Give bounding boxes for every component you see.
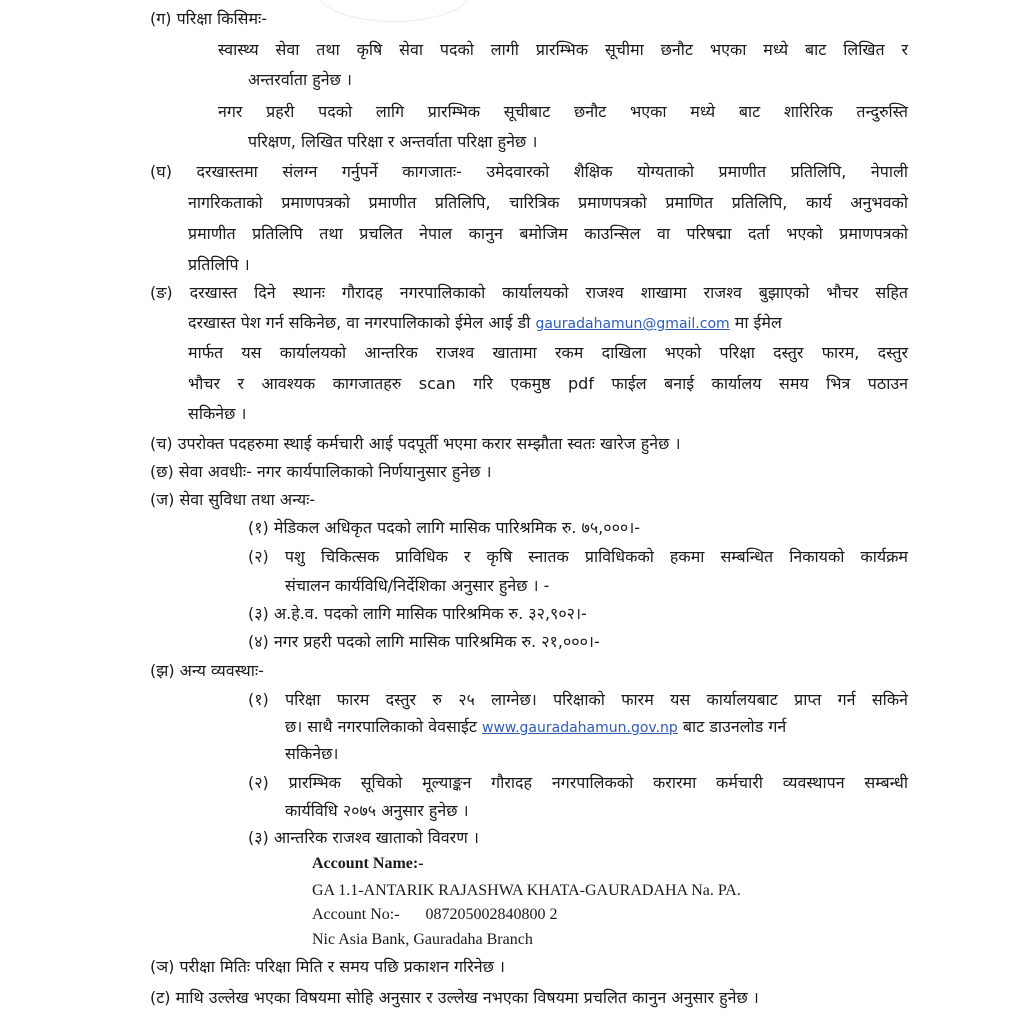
section-ng-line2-tail: मा ईमेल [734,313,782,332]
section-gh-line3: प्रमाणीत प्रतिलिपि तथा प्रचलित नेपाल कानुन बमोजिम काउन्सिल वा परिषद्मा दर्ता भएको प्रमाणपत्रको [188,224,908,243]
office-stamp-faded [318,0,470,22]
section-t: (ट) माथि उल्लेख भएका विषयमा सोहि अनुसार र उल्लेख नभएका विषयमा प्रचलित कानुन अनुसार हुनेछ । [150,988,759,1007]
section-jh-item2-line2: कार्यविधि २०७५ अनुसार हुनेछ । [285,801,469,820]
section-ng-line4: भौचर र आवश्यक कागजातहरु scan गरि एकमुष्ठ pdf फाईल बनाई कार्यालय समय भित्र पठाउन [188,374,908,393]
account-number-row [312,904,558,926]
section-yn: (ञ) परीक्षा मितिः परिक्षा मिति र समय पछि प्रकाशन गरिनेछ । [150,957,505,976]
section-jh-heading: (झ) अन्य व्यवस्थाः- [150,661,264,680]
section-ng-line3: मार्फत यस कार्यालयको आन्तरिक राजश्व खातामा रकम दाखिला भएको परिक्षा दस्तुर फारम, दस्तुर [188,343,908,362]
account-name-label: Account Name:- [312,855,424,872]
section-g-item1-line2: अन्तरर्वाता हुनेछ । [248,70,352,89]
section-gh-line2: नागरिकताको प्रमाणपत्रको प्रमाणीत प्रतिलिपि, चारित्रिक प्रमाणपत्रको प्रमाणित प्रतिलिपि, कार्य अनुभवको [188,193,908,212]
section-ng-line2-text: दरखास्त पेश गर्न सकिनेछ, वा नगरपालिकाको ईमेल आई डी [188,313,531,332]
section-jh-item1-line3: सकिनेछ। [285,744,339,763]
section-gh-line4: प्रतिलिपि । [188,255,250,274]
section-jh-item1-line1: (१) परिक्षा फारम दस्तुर रु २५ लाग्नेछ। परिक्षाको फारम यस कार्यालयबाट प्राप्त गर्न सकिने [248,690,908,709]
section-g-item2-line2: परिक्षण, लिखित परिक्षा र अन्तर्वाता परिक्षा हुनेछ । [248,132,538,151]
bank-name: Nic Asia Bank, Gauradaha Branch [312,931,533,948]
section-ng-line1: (ङ) दरखास्त दिने स्थानः गौरादह नगरपालिकाको कार्यालयको राजश्व शाखामा राजश्व बुझाएको भौचर सहित [150,283,908,302]
section-ng-line2 [188,312,782,335]
section-j-item3: (३) अ.हे.व. पदको लागि मासिक पारिश्रमिक रु. ३२,९०२।- [248,604,587,623]
section-chh: (छ) सेवा अवधीः- नगर कार्यपालिकाको निर्णयानुसार हुनेछ । [150,462,492,481]
email-link[interactable]: gauradahamun@gmail.com [535,316,730,332]
section-ch: (च) उपरोक्त पदहरुमा स्थाई कर्मचारी आई पदपूर्ती भएमा करार सम्झौता स्वतः खारेज हुनेछ । [150,434,681,453]
account-number-label: Account No:- [312,906,400,923]
section-gh-line1: (घ) दरखास्तमा संलग्न गर्नुपर्ने कागजातः- उमेदवारको शैक्षिक योग्यताको प्रमाणीत प्रतिलिपि, नेपाली [150,162,908,181]
section-j-heading: (ज) सेवा सुविधा तथा अन्यः- [150,490,316,509]
section-jh-item1-line2-text: छ। साथै नगरपालिकाको वेवसाईट [285,717,477,736]
section-jh-item1-line2-tail: बाट डाउनलोड गर्न [682,717,787,736]
section-g-item1-line1: स्वास्थ्य सेवा तथा कृषि सेवा पदको लागी प्रारम्भिक सूचीमा छनौट भएका मध्ये बाट लिखित र [218,40,908,59]
section-jh-item1-line2 [285,716,786,739]
section-j-item1: (१) मेडिकल अधिकृत पदको लागि मासिक पारिश्रमिक रु. ७५,०००।- [248,518,641,537]
section-ng-line5: सकिनेछ । [188,404,247,423]
section-j-item2-line1: (२) पशु चिकित्सक प्राविधिक र कृषि स्नातक प्राविधिकको हकमा सम्बन्धित निकायको कार्यक्रम [248,547,908,566]
account-number-value: 087205002840800 2 [425,906,558,923]
section-jh-item2-line1: (२) प्रारम्भिक सूचिको मूल्याङ्कन गौरादह नगरपालिकको करारमा कर्मचारी व्यवस्थापन सम्बन्धी [248,773,908,792]
section-g-item2-line1: नगर प्रहरी पदको लागि प्रारम्भिक सूचीबाट छनौट भएका मध्ये बाट शारिरिक तन्दुरुस्ति [218,102,909,121]
section-j-item2-line2: संचालन कार्यविधि/निर्देशिका अनुसार हुनेछ । - [285,576,550,595]
section-j-item4: (४) नगर प्रहरी पदको लागि मासिक पारिश्रमिक रु. २१,०००।- [248,632,600,651]
account-name-value: GA 1.1-ANTARIK RAJASHWA KHATA-GAURADAHA Na. PA. [312,882,741,899]
website-link[interactable]: www.gauradahamun.gov.np [482,720,678,736]
section-jh-item3: (३) आन्तरिक राजश्व खाताको विवरण । [248,828,479,847]
section-g-heading: (ग) परिक्षा किसिमः- [150,9,268,28]
